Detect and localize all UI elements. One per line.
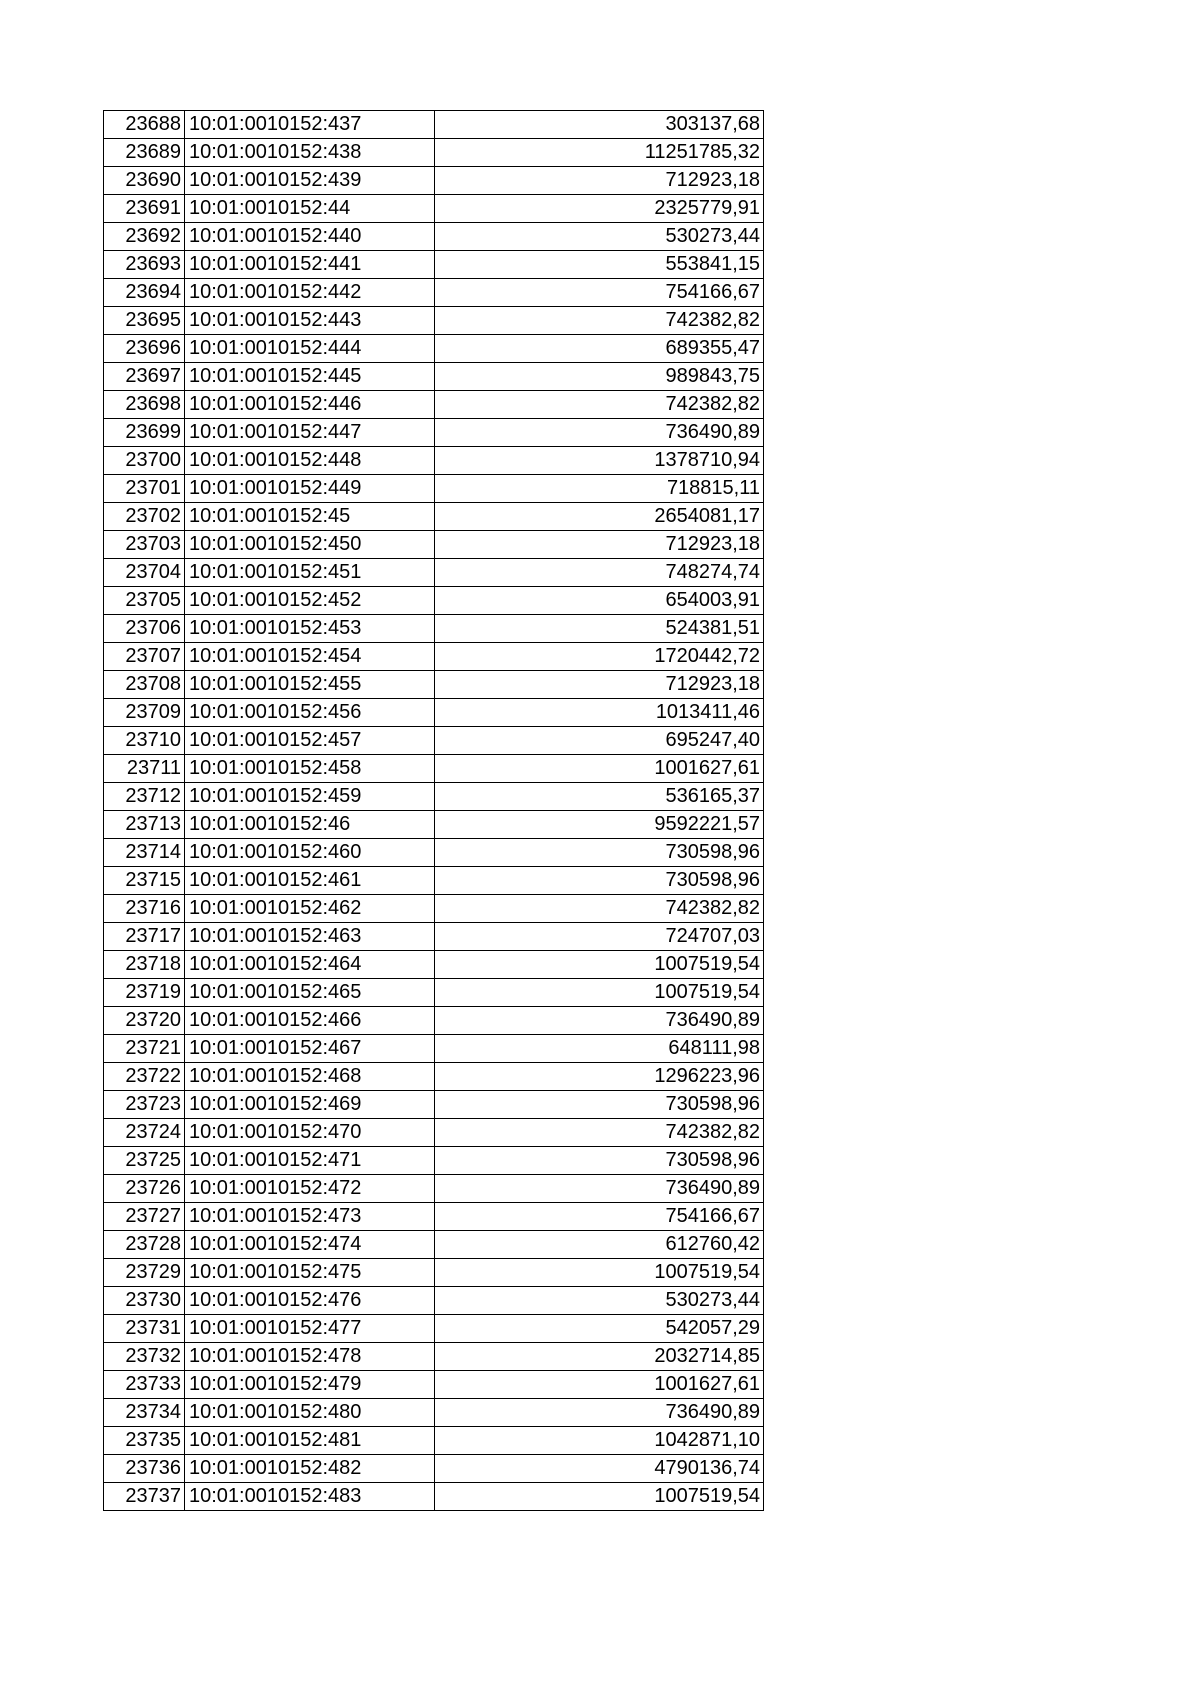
table-row [104,195,764,223]
table-row [104,1063,764,1091]
table-row [104,811,764,839]
row-number-cell: 23736 [104,1455,185,1483]
cadastral-number-cell: 10:01:0010152:458 [185,755,435,783]
cadastral-number-cell: 10:01:0010152:446 [185,391,435,419]
cadastral-number-cell: 10:01:0010152:437 [185,111,435,139]
table-row [104,1259,764,1287]
cadastral-number-cell: 10:01:0010152:449 [185,475,435,503]
row-number-cell: 23700 [104,447,185,475]
row-number-cell: 23702 [104,503,185,531]
cadastral-value-cell: 742382,82 [435,307,764,335]
table-row [104,895,764,923]
cadastral-value-cell: 1001627,61 [435,1371,764,1399]
cadastral-number-cell: 10:01:0010152:451 [185,559,435,587]
row-number-cell: 23721 [104,1035,185,1063]
cadastral-number-cell: 10:01:0010152:477 [185,1315,435,1343]
cadastral-value-cell: 712923,18 [435,167,764,195]
cadastral-value-cell: 748274,74 [435,559,764,587]
cadastral-value-cell: 742382,82 [435,1119,764,1147]
cadastral-number-cell: 10:01:0010152:454 [185,643,435,671]
table-row [104,1483,764,1511]
cadastral-value-cell: 303137,68 [435,111,764,139]
cadastral-number-cell: 10:01:0010152:464 [185,951,435,979]
cadastral-number-cell: 10:01:0010152:474 [185,1231,435,1259]
row-number-cell: 23726 [104,1175,185,1203]
cadastral-value-cell: 736490,89 [435,1399,764,1427]
row-number-cell: 23715 [104,867,185,895]
row-number-cell: 23717 [104,923,185,951]
cadastral-number-cell: 10:01:0010152:441 [185,251,435,279]
cadastral-value-cell: 712923,18 [435,671,764,699]
table-body [104,111,764,1511]
cadastral-value-cell: 730598,96 [435,1091,764,1119]
cadastral-value-cell: 2325779,91 [435,195,764,223]
table-row [104,1371,764,1399]
cadastral-value-cell: 1007519,54 [435,951,764,979]
table-row [104,1091,764,1119]
table-row [104,447,764,475]
table-row [104,363,764,391]
cadastral-number-cell: 10:01:0010152:463 [185,923,435,951]
row-number-cell: 23707 [104,643,185,671]
cadastral-value-cell: 736490,89 [435,1175,764,1203]
table-row [104,419,764,447]
cadastral-number-cell: 10:01:0010152:460 [185,839,435,867]
table-row [104,1399,764,1427]
cadastral-number-cell: 10:01:0010152:470 [185,1119,435,1147]
cadastral-value-cell: 695247,40 [435,727,764,755]
cadastral-number-cell: 10:01:0010152:440 [185,223,435,251]
cadastral-number-cell: 10:01:0010152:467 [185,1035,435,1063]
table-row [104,1119,764,1147]
table-row [104,223,764,251]
cadastral-value-cell: 718815,11 [435,475,764,503]
cadastral-value-table [103,110,764,1511]
row-number-cell: 23724 [104,1119,185,1147]
cadastral-value-cell: 742382,82 [435,391,764,419]
cadastral-value-cell: 654003,91 [435,587,764,615]
cadastral-value-cell: 2654081,17 [435,503,764,531]
table-row [104,1343,764,1371]
table-row [104,475,764,503]
table-row [104,167,764,195]
row-number-cell: 23730 [104,1287,185,1315]
table-row [104,587,764,615]
cadastral-value-cell: 11251785,32 [435,139,764,167]
table-row [104,1203,764,1231]
cadastral-value-cell: 742382,82 [435,895,764,923]
row-number-cell: 23708 [104,671,185,699]
row-number-cell: 23718 [104,951,185,979]
row-number-cell: 23733 [104,1371,185,1399]
row-number-cell: 23716 [104,895,185,923]
cadastral-value-cell: 648111,98 [435,1035,764,1063]
table-row [104,923,764,951]
cadastral-number-cell: 10:01:0010152:466 [185,1007,435,1035]
row-number-cell: 23720 [104,1007,185,1035]
row-number-cell: 23727 [104,1203,185,1231]
cadastral-number-cell: 10:01:0010152:456 [185,699,435,727]
cadastral-value-cell: 2032714,85 [435,1343,764,1371]
row-number-cell: 23698 [104,391,185,419]
row-number-cell: 23728 [104,1231,185,1259]
cadastral-value-cell: 530273,44 [435,223,764,251]
table-row [104,783,764,811]
table-row [104,251,764,279]
cadastral-value-cell: 542057,29 [435,1315,764,1343]
row-number-cell: 23735 [104,1427,185,1455]
cadastral-value-cell: 989843,75 [435,363,764,391]
cadastral-number-cell: 10:01:0010152:461 [185,867,435,895]
table-row [104,615,764,643]
cadastral-value-cell: 1042871,10 [435,1427,764,1455]
cadastral-number-cell: 10:01:0010152:478 [185,1343,435,1371]
cadastral-number-cell: 10:01:0010152:450 [185,531,435,559]
cadastral-number-cell: 10:01:0010152:452 [185,587,435,615]
table-row [104,1287,764,1315]
cadastral-number-cell: 10:01:0010152:443 [185,307,435,335]
table-row [104,727,764,755]
table-row [104,951,764,979]
row-number-cell: 23695 [104,307,185,335]
table-row [104,1147,764,1175]
cadastral-value-cell: 1007519,54 [435,979,764,1007]
row-number-cell: 23694 [104,279,185,307]
row-number-cell: 23704 [104,559,185,587]
cadastral-number-cell: 10:01:0010152:473 [185,1203,435,1231]
row-number-cell: 23732 [104,1343,185,1371]
row-number-cell: 23725 [104,1147,185,1175]
table-row [104,867,764,895]
cadastral-value-cell: 1013411,46 [435,699,764,727]
table-row [104,503,764,531]
cadastral-value-cell: 1296223,96 [435,1063,764,1091]
table-row [104,307,764,335]
cadastral-value-cell: 736490,89 [435,419,764,447]
table-row [104,391,764,419]
cadastral-value-cell: 1007519,54 [435,1483,764,1511]
cadastral-number-cell: 10:01:0010152:471 [185,1147,435,1175]
cadastral-value-cell: 754166,67 [435,1203,764,1231]
cadastral-number-cell: 10:01:0010152:448 [185,447,435,475]
cadastral-number-cell: 10:01:0010152:462 [185,895,435,923]
cadastral-value-cell: 712923,18 [435,531,764,559]
cadastral-value-cell: 1007519,54 [435,1259,764,1287]
cadastral-number-cell: 10:01:0010152:468 [185,1063,435,1091]
cadastral-value-cell: 612760,42 [435,1231,764,1259]
row-number-cell: 23719 [104,979,185,1007]
cadastral-number-cell: 10:01:0010152:438 [185,139,435,167]
table-row [104,279,764,307]
cadastral-number-cell: 10:01:0010152:442 [185,279,435,307]
cadastral-value-cell: 736490,89 [435,1007,764,1035]
row-number-cell: 23691 [104,195,185,223]
table-row [104,1035,764,1063]
table-row [104,1315,764,1343]
cadastral-value-cell: 536165,37 [435,783,764,811]
cadastral-number-cell: 10:01:0010152:469 [185,1091,435,1119]
cadastral-number-cell: 10:01:0010152:479 [185,1371,435,1399]
table-row [104,531,764,559]
row-number-cell: 23710 [104,727,185,755]
row-number-cell: 23729 [104,1259,185,1287]
row-number-cell: 23699 [104,419,185,447]
row-number-cell: 23734 [104,1399,185,1427]
cadastral-number-cell: 10:01:0010152:482 [185,1455,435,1483]
cadastral-number-cell: 10:01:0010152:457 [185,727,435,755]
cadastral-value-cell: 530273,44 [435,1287,764,1315]
row-number-cell: 23706 [104,615,185,643]
row-number-cell: 23690 [104,167,185,195]
row-number-cell: 23688 [104,111,185,139]
cadastral-value-cell: 553841,15 [435,251,764,279]
cadastral-value-cell: 724707,03 [435,923,764,951]
row-number-cell: 23713 [104,811,185,839]
row-number-cell: 23696 [104,335,185,363]
row-number-cell: 23703 [104,531,185,559]
row-number-cell: 23705 [104,587,185,615]
cadastral-number-cell: 10:01:0010152:444 [185,335,435,363]
table-row [104,1231,764,1259]
table-row [104,111,764,139]
row-number-cell: 23709 [104,699,185,727]
cadastral-value-cell: 730598,96 [435,867,764,895]
cadastral-number-cell: 10:01:0010152:455 [185,671,435,699]
row-number-cell: 23692 [104,223,185,251]
row-number-cell: 23689 [104,139,185,167]
table-row [104,755,764,783]
cadastral-number-cell: 10:01:0010152:45 [185,503,435,531]
cadastral-number-cell: 10:01:0010152:445 [185,363,435,391]
cadastral-number-cell: 10:01:0010152:453 [185,615,435,643]
cadastral-value-cell: 689355,47 [435,335,764,363]
row-number-cell: 23722 [104,1063,185,1091]
table-row [104,643,764,671]
cadastral-number-cell: 10:01:0010152:465 [185,979,435,1007]
cadastral-number-cell: 10:01:0010152:459 [185,783,435,811]
cadastral-value-cell: 730598,96 [435,1147,764,1175]
row-number-cell: 23737 [104,1483,185,1511]
row-number-cell: 23731 [104,1315,185,1343]
row-number-cell: 23712 [104,783,185,811]
table-row [104,559,764,587]
row-number-cell: 23693 [104,251,185,279]
cadastral-number-cell: 10:01:0010152:472 [185,1175,435,1203]
table-row [104,839,764,867]
row-number-cell: 23723 [104,1091,185,1119]
row-number-cell: 23701 [104,475,185,503]
row-number-cell: 23711 [104,755,185,783]
cadastral-value-cell: 730598,96 [435,839,764,867]
cadastral-value-cell: 1720442,72 [435,643,764,671]
cadastral-value-cell: 4790136,74 [435,1455,764,1483]
cadastral-value-cell: 1001627,61 [435,755,764,783]
table-row [104,1007,764,1035]
cadastral-number-cell: 10:01:0010152:44 [185,195,435,223]
cadastral-value-cell: 9592221,57 [435,811,764,839]
table-row [104,1175,764,1203]
cadastral-value-cell: 524381,51 [435,615,764,643]
row-number-cell: 23714 [104,839,185,867]
table-row [104,979,764,1007]
cadastral-value-cell: 1378710,94 [435,447,764,475]
table-row [104,139,764,167]
cadastral-number-cell: 10:01:0010152:483 [185,1483,435,1511]
cadastral-number-cell: 10:01:0010152:439 [185,167,435,195]
table-row [104,335,764,363]
cadastral-value-cell: 754166,67 [435,279,764,307]
cadastral-number-cell: 10:01:0010152:481 [185,1427,435,1455]
table-row [104,1427,764,1455]
cadastral-number-cell: 10:01:0010152:447 [185,419,435,447]
cadastral-number-cell: 10:01:0010152:476 [185,1287,435,1315]
table-row [104,671,764,699]
row-number-cell: 23697 [104,363,185,391]
table-row [104,699,764,727]
cadastral-number-cell: 10:01:0010152:46 [185,811,435,839]
cadastral-number-cell: 10:01:0010152:480 [185,1399,435,1427]
cadastral-number-cell: 10:01:0010152:475 [185,1259,435,1287]
table-row [104,1455,764,1483]
